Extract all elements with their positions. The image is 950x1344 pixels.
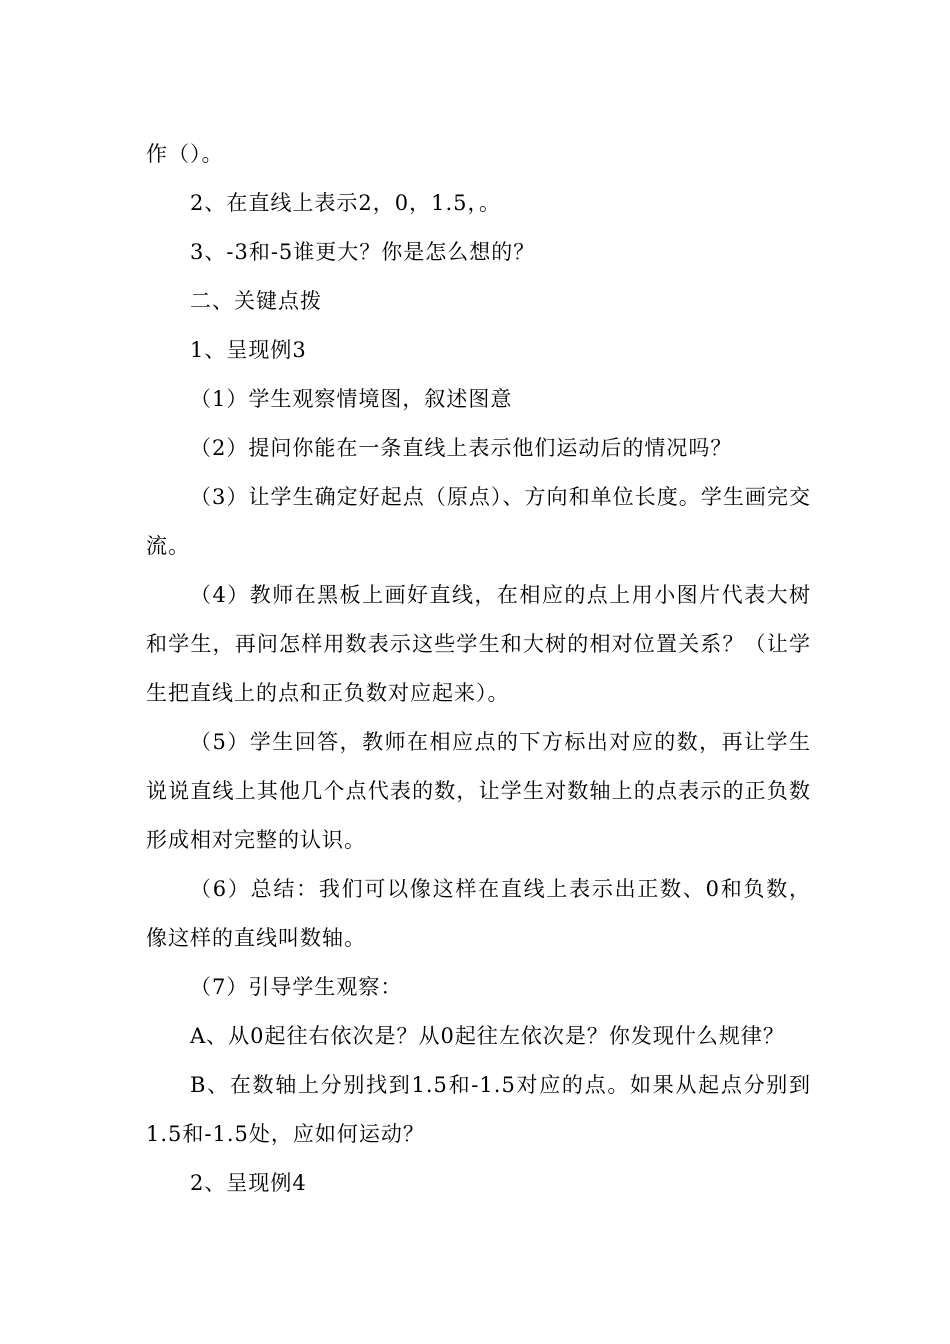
paragraph-example-3: 1、呈现例3 <box>190 338 307 362</box>
section-heading-key-points: 二、关键点拨 <box>190 289 322 313</box>
paragraph-continuation: 作（）。 <box>146 142 224 166</box>
document-body <box>146 130 811 1208</box>
paragraph-step-1: （1）学生观察情境图，叙述图意 <box>190 387 513 411</box>
paragraph-step-7: （7）引导学生观察： <box>190 975 403 999</box>
paragraph-item-3: 3、-3和-5谁更大？你是怎么想的？ <box>190 240 536 264</box>
paragraph-item-2: 2、在直线上表示2，0，1.5，。 <box>190 191 501 215</box>
paragraph-step-2: （2）提问你能在一条直线上表示他们运动后的情况吗？ <box>190 436 733 460</box>
paragraph-step-3: （3）让学生确定好起点（原点）、方向和单位长度。学生画完交流。 <box>146 485 811 558</box>
paragraph-step-5: （5）学生回答，教师在相应点的下方标出对应的数，再让学生说说直线上其他几个点代表的数，让学生对数轴上的点表示的正负数形成相对完整的认识。 <box>146 730 811 852</box>
paragraph-example-4: 2、呈现例4 <box>190 1171 307 1195</box>
paragraph-item-a: A、从0起往右依次是？从0起往左依次是？你发现什么规律？ <box>190 1024 785 1048</box>
paragraph-step-6: （6）总结：我们可以像这样在直线上表示出正数、0和负数，像这样的直线叫数轴。 <box>146 877 811 950</box>
paragraph-item-b: B、在数轴上分别找到1.5和-1.5对应的点。如果从起点分别到1.5和-1.5处，应如何运动？ <box>146 1073 811 1146</box>
paragraph-step-4: （4）教师在黑板上画好直线，在相应的点上用小图片代表大树和学生，再问怎样用数表示这些学生和大树的相对位置关系？（让学生把直线上的点和正负数对应起来）。 <box>146 583 811 705</box>
